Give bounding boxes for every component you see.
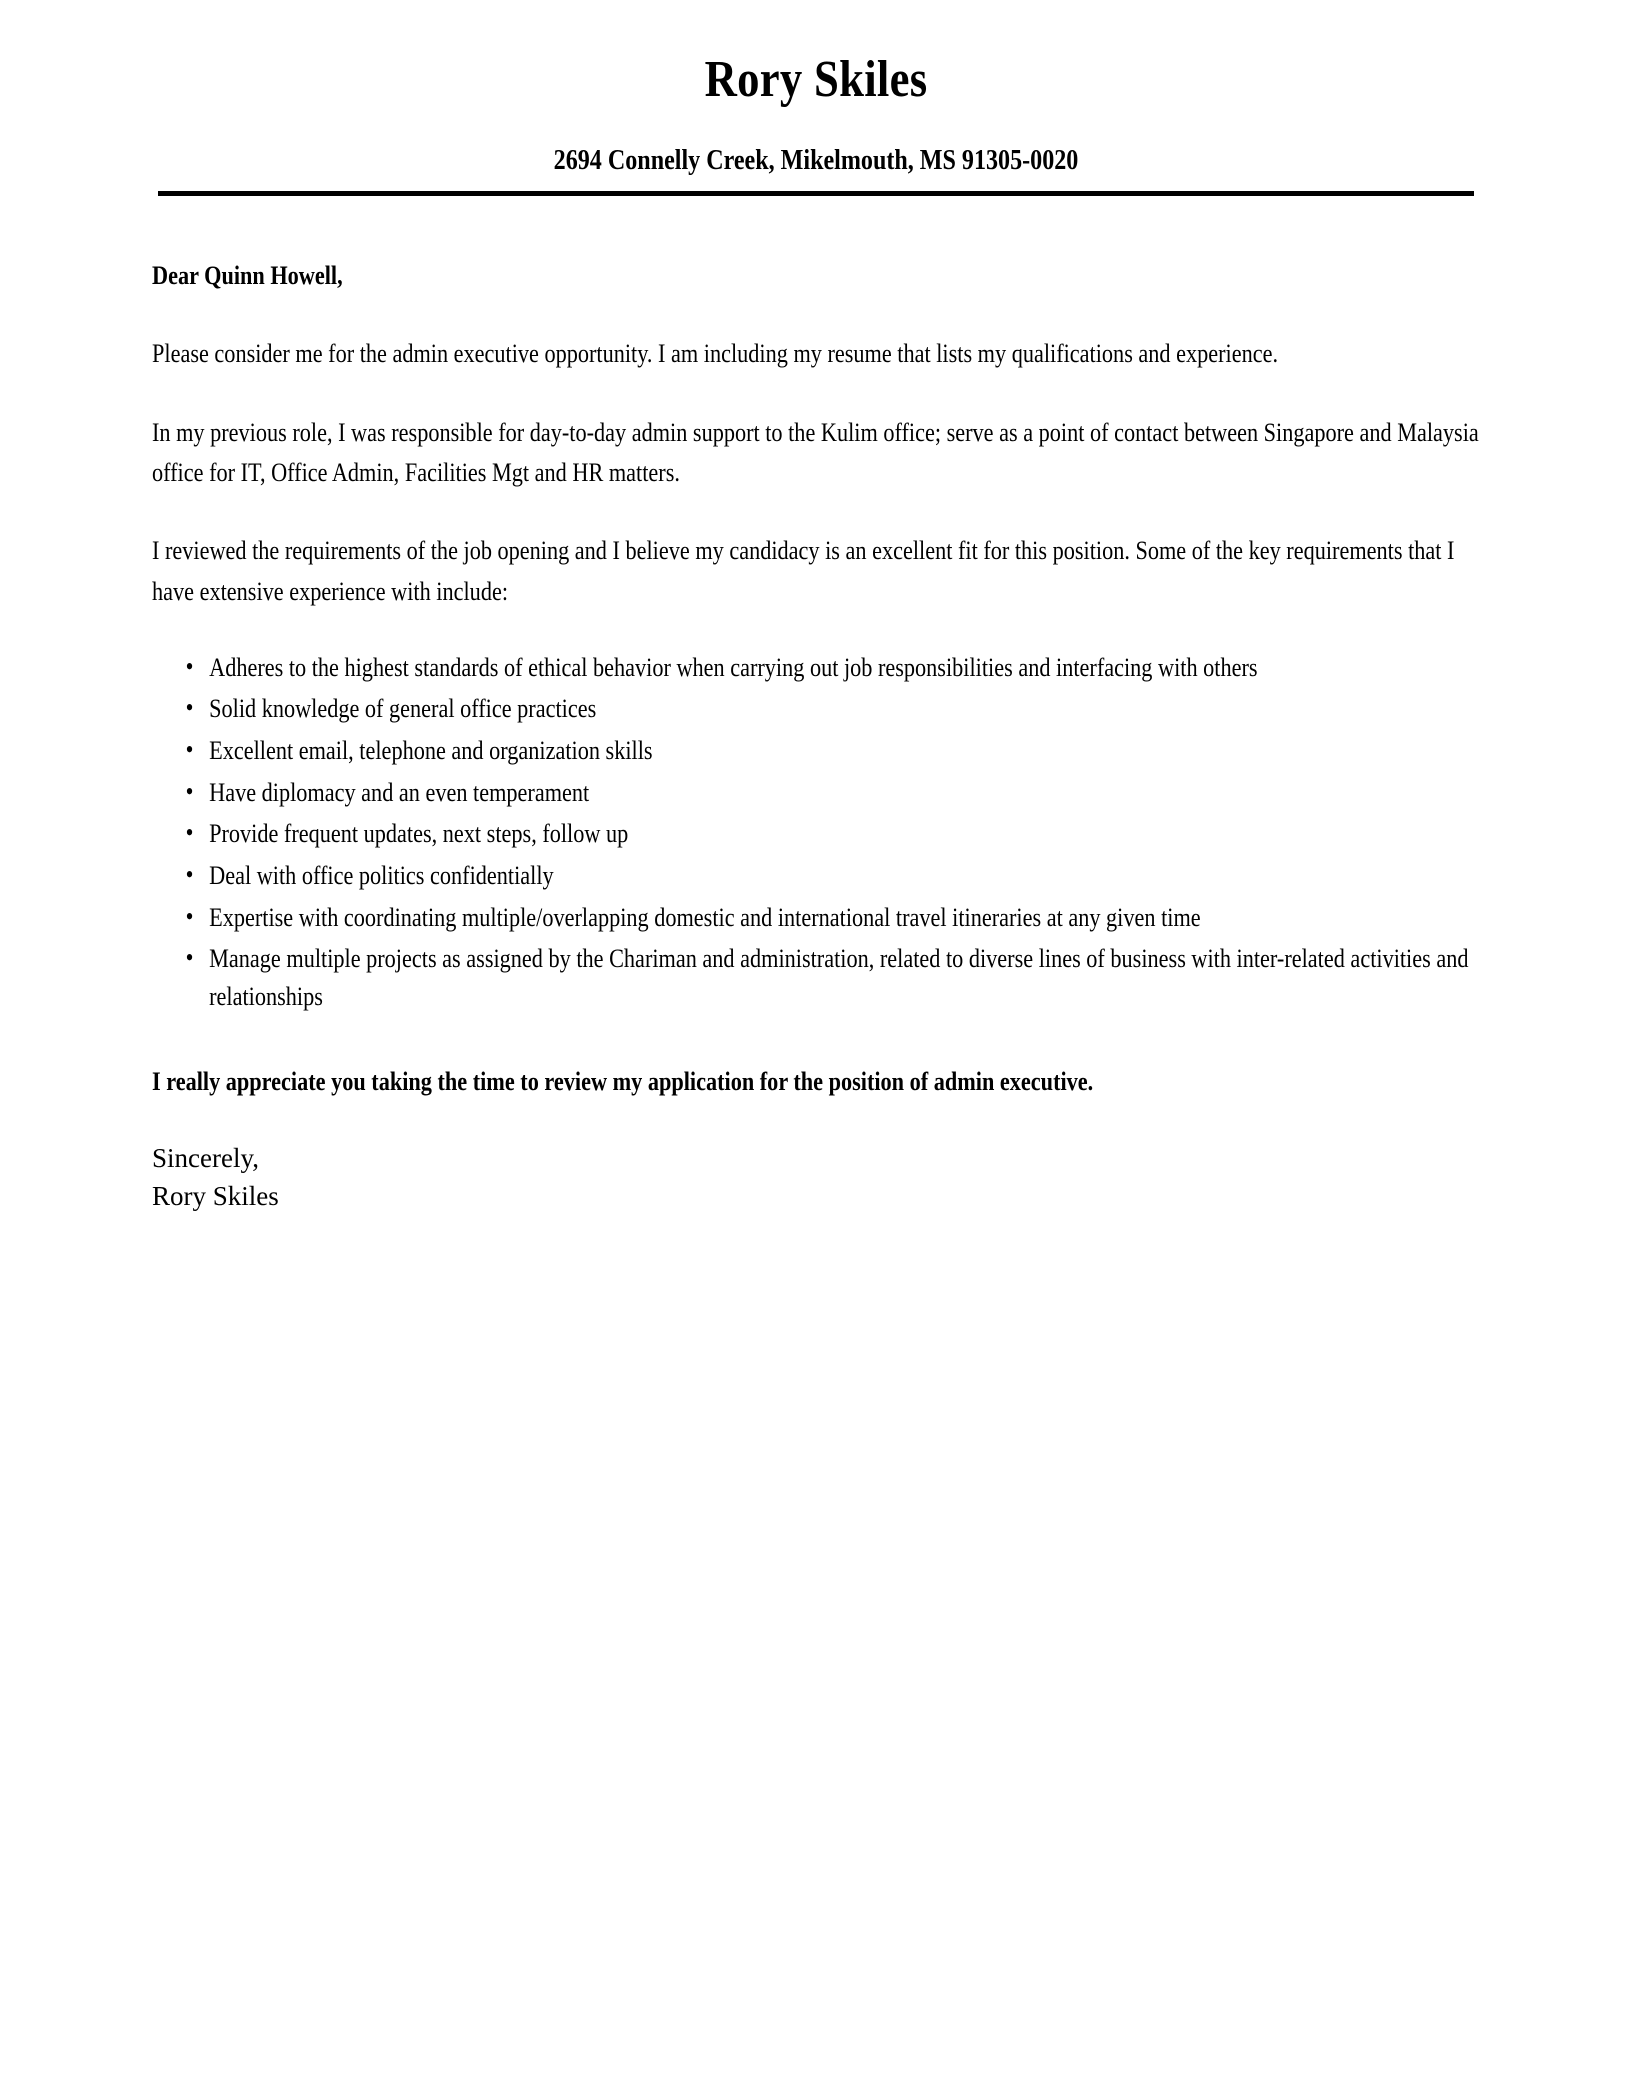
list-item: • Solid knowledge of general office practices <box>186 690 1513 728</box>
list-item: • Expertise with coordinating multiple/overlapping domestic and international travel itineraries at any given time <box>186 899 1513 937</box>
list-item: • Deal with office politics confidentially <box>186 857 1513 895</box>
closing-statement: I really appreciate you taking the time to review my application for the position of admin executive. <box>152 1066 1094 1097</box>
list-item: • Manage multiple projects as assigned by the Chariman and administration, related to diverse lines of business with inter-related activities and relationships <box>186 940 1513 1015</box>
requirements-list <box>152 649 1513 1016</box>
list-item: • Have diplomacy and an even temperament <box>186 774 1513 812</box>
letter-header <box>0 0 1632 196</box>
list-item: • Provide frequent updates, next steps, follow up <box>186 815 1513 853</box>
paragraph-experience: In my previous role, I was responsible for day-to-day admin support to the Kulim office; serve as a point of contact between Singapore and Malaysia office for IT, Office Admin, Facilities Mgt and HR matters. <box>152 416 1479 487</box>
sign-off: Sincerely, <box>152 1142 259 1173</box>
salutation: Dear Quinn Howell, <box>152 259 343 290</box>
signature-name: Rory Skiles <box>152 1180 279 1211</box>
applicant-address: 2694 Connelly Creek, Mikelmouth, MS 91305-0020 <box>553 145 1079 177</box>
list-item: • Adheres to the highest standards of ethical behavior when carrying out job responsibilities and interfacing with others <box>186 649 1513 687</box>
list-item: • Excellent email, telephone and organization skills <box>186 732 1513 770</box>
paragraph-intro: Please consider me for the admin executive opportunity. I am including my resume that lists my qualifications and experience. <box>152 338 1279 369</box>
page-title: Rory Skiles <box>704 51 928 108</box>
letter-body <box>152 196 1480 1215</box>
paragraph-requirements-intro: I reviewed the requirements of the job opening and I believe my candidacy is an excellent fit for this position. Some of the key requirements that I have extensive experience with include: <box>152 535 1455 606</box>
signature-block <box>152 1139 1480 1216</box>
